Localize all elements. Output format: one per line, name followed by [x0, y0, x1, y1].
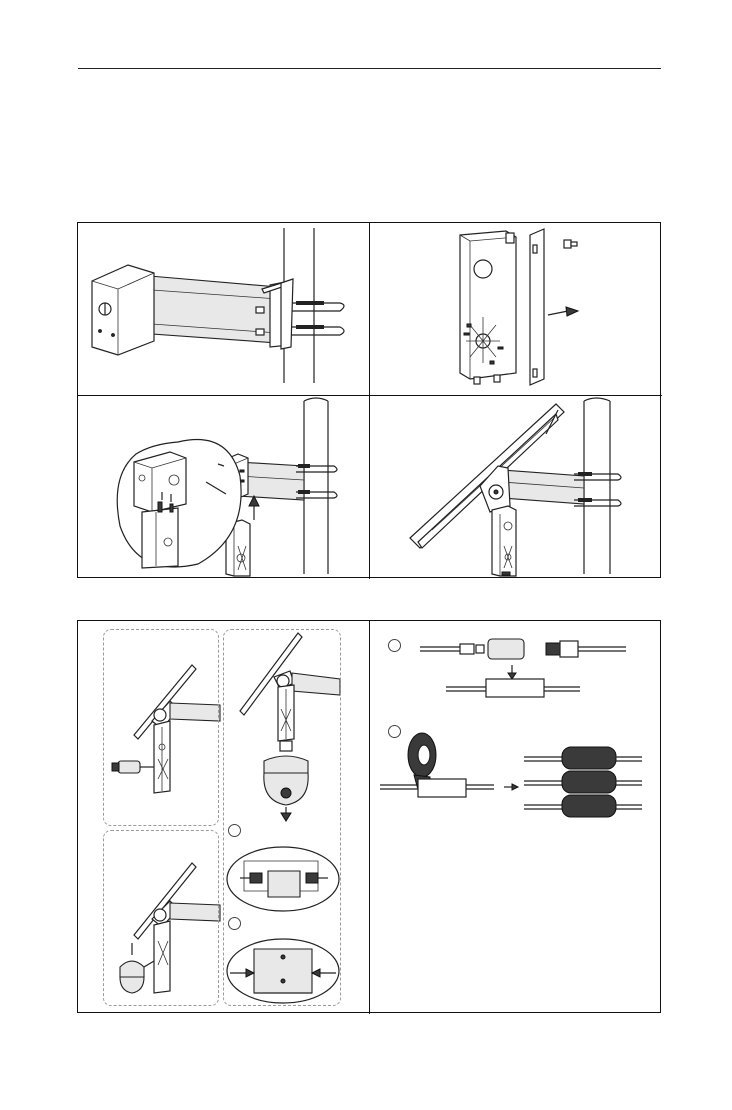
camera-mount-illustration — [78, 621, 368, 1012]
installation-figure-top — [77, 222, 661, 578]
step-marker-b — [228, 917, 241, 930]
battery-box-attach-illustration — [78, 396, 368, 577]
step-marker-1 — [388, 639, 401, 652]
solar-panel-pole-illustration — [370, 396, 661, 577]
battery-box-illustration — [370, 223, 661, 394]
header-rule — [78, 68, 661, 69]
cable-waterproof-illustration — [370, 621, 661, 1012]
pole-mount-bracket-illustration — [78, 223, 368, 394]
installation-figure-bottom — [77, 620, 661, 1013]
step-marker-a — [228, 824, 241, 837]
step-marker-2 — [388, 725, 401, 738]
